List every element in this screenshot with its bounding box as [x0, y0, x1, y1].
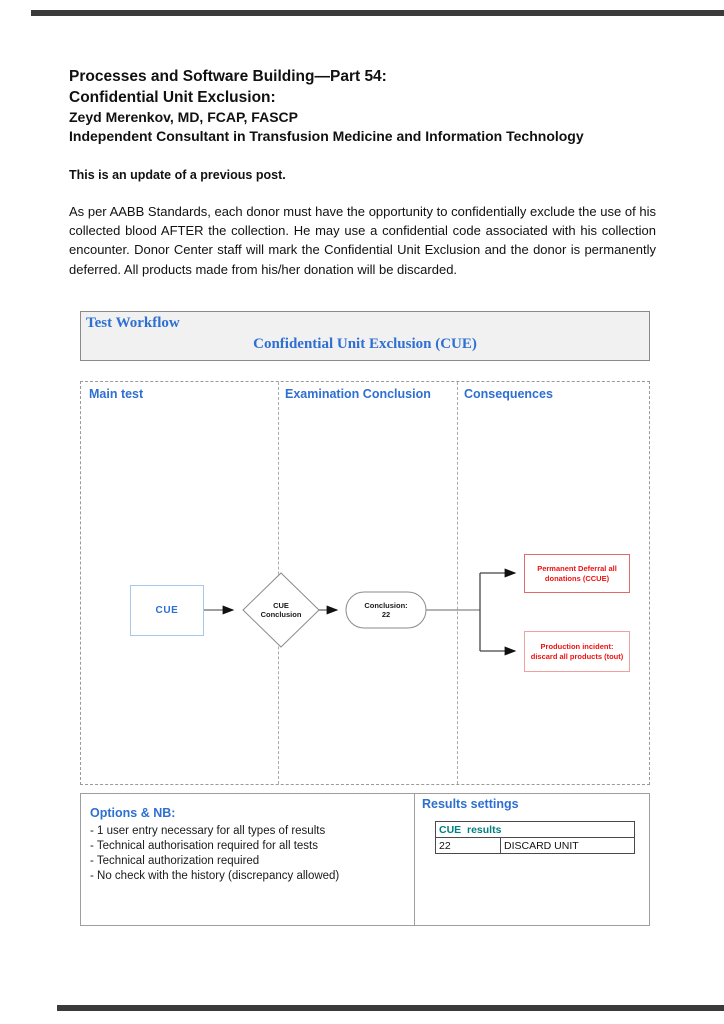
- options-item-4: - No check with the history (discrepancy allowed): [90, 870, 340, 882]
- node-consequence-discard: Production incident: discard all products (tout): [524, 631, 630, 672]
- page-title-line2: Confidential Unit Exclusion:: [69, 89, 276, 106]
- options-item-3: - Technical authorization required: [90, 855, 260, 867]
- results-settings-title: Results settings: [422, 797, 519, 811]
- result-line1: Conclusion:: [364, 601, 408, 610]
- workflow-diagram: [80, 381, 650, 785]
- title-block: [69, 66, 669, 146]
- result-label-cell: DISCARD UNIT: [501, 838, 635, 854]
- workflow-subtitle: Confidential Unit Exclusion (CUE): [253, 336, 477, 352]
- bottom-section: [80, 793, 650, 926]
- author-name: Zeyd Merenkov, MD, FCAP, FASCP: [69, 109, 298, 125]
- column-header-examination-conclusion: Examination Conclusion: [285, 387, 431, 401]
- table-row: [436, 838, 635, 854]
- workflow-header-box: [80, 311, 650, 361]
- body-paragraph: As per AABB Standards, each donor must have the opportunity to confidentially exclude the use of his collected blood AFTER the collection. He may use a confidential code associated with his collection encounter. Donor Center staff will mark the Confidential Unit Exclusion and the donor is permanently deferred. All products made from his/her donation will be discarded.: [69, 204, 656, 277]
- results-settings-box: [415, 793, 650, 926]
- options-item-2: - Technical authorisation required for all tests: [90, 840, 318, 852]
- options-box: [80, 793, 415, 926]
- decision-line1: CUE: [273, 601, 289, 610]
- node-result-label: [346, 601, 426, 619]
- node-cue-label: CUE: [155, 605, 179, 616]
- table-header-cell: CUE results: [436, 822, 635, 838]
- cue-results-table: [435, 821, 635, 854]
- node-consequence-deferral: Permanent Deferral all donations (CCUE): [524, 554, 630, 593]
- options-item-1: - 1 user entry necessary for all types of results: [90, 825, 326, 837]
- decision-line2: Conclusion: [260, 610, 302, 619]
- node-cue: [130, 585, 204, 636]
- result-line2: 22: [381, 610, 391, 619]
- node-decision-label: [249, 601, 313, 619]
- update-note: This is an update of a previous post.: [69, 168, 286, 182]
- scan-edge-artifact-bottom: [57, 1005, 724, 1011]
- author-role: Independent Consultant in Transfusion Medicine and Information Technology: [69, 128, 584, 144]
- table-header-row: [436, 822, 635, 838]
- page-title-line1: Processes and Software Building—Part 54:: [69, 68, 387, 85]
- workflow-title: Test Workflow: [86, 315, 180, 331]
- options-title: Options & NB:: [90, 806, 176, 820]
- column-header-main-test: Main test: [89, 387, 144, 401]
- scan-edge-artifact-top: [31, 10, 724, 16]
- column-header-consequences: Consequences: [464, 387, 553, 401]
- result-code-cell: 22: [436, 838, 501, 854]
